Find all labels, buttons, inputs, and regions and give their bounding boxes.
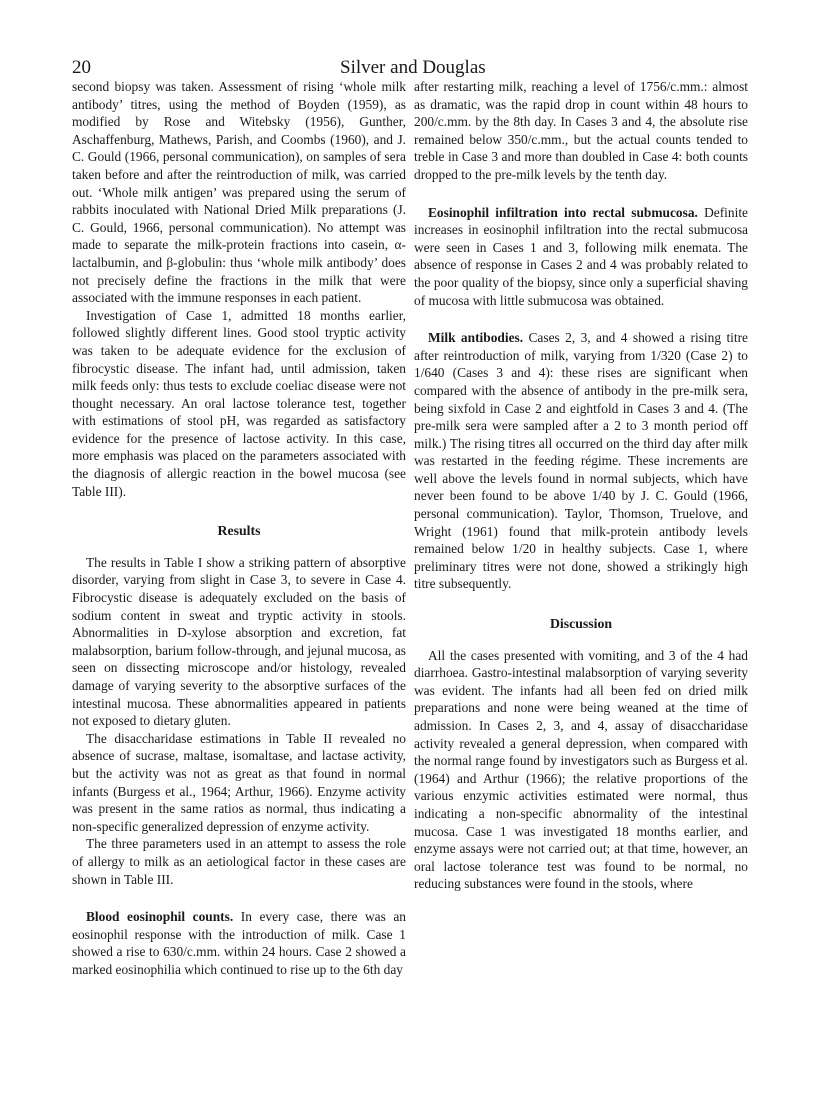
run-in-heading-blood-eosinophil: Blood eosinophil counts. <box>86 909 234 925</box>
paragraph-body: Cases 2, 3, and 4 showed a rising titre after reintroduction of milk, varying from 1/320 (Case 2) to 1/640 (Cases 3 and 4): these rises are significant when compared with the absence of antibody in the pre-milk sera, being sixfold in Case 2 and eightfold in Cases 3 and 4. (The pre-milk sera were sampled after a 2 to 3 month period off milk.) The rising titres all occurred on the third day after milk was restarted in the feeding régime. These increments are well above the levels found in normal subjects, which have never been found to be above 1/40 by J. C. Gould (1966, personal communication). Taylor, Thomson, Truelove, and Wright (1961) found that milk-protein antibody levels remained below 1/20 in healthy subjects. Case 1, where preliminary titres were not done, showed a strikingly high titre subsequently. <box>414 330 749 592</box>
paragraph-allergy-parameters: The three parameters used in an attempt to assess the role of allergy to milk as an aetiological factor in these cases are shown in Table III. <box>72 836 406 887</box>
paragraph-methods-antibody: second biopsy was taken. Assessment of rising ‘whole milk antibody’ titres, using the method of Boyden (1959), as modified by Rose and Witebsky (1956), Gunther, Aschaffenburg, Mathews, Parish, and Coombs (1960), and J. C. Gould (1966, personal communication), on samples of sera taken before and after the reintroduction of milk, was carried out. ‘Whole milk antigen’ was prepared using the serum of rabbits inoculated with National Dried Milk preparations (J. C. Gould, 1966, personal communication). No attempt was made to separate the milk-protein fractions into casein, α-lactalbumin, and β-globulin: thus ‘whole milk antibody’ does not precisely define the fractions in the milk that were associated with the immune responses in each patient. <box>72 79 406 306</box>
paragraph-milk-antibodies <box>414 329 748 593</box>
section-heading-discussion: Discussion <box>549 616 613 632</box>
paragraph-eosinophil-continued: after restarting milk, reaching a level of 1756/c.mm.: almost as dramatic, was the rapid drop in count within 48 hours to 200/c.mm. by the 8th day. In Cases 3 and 4, the absolute rise remained below 350/c.mm., but the actual counts tended to treble in Case 3 and more than doubled in Case 4: both counts dropped to the pre-milk levels by the tenth day. <box>414 79 748 182</box>
paragraph-discussion: All the cases presented with vomiting, and 3 of the 4 had diarrhoea. Gastro-intestinal malabsorption of varying severity was evident. The infants had all been fed on dried milk preparations and none were being weaned at the time of admission. In Cases 2, 3, and 4, assay of disaccharidase activity revealed a general depression, when compared with the normal range found by investigators such as Burgess et al. (1964) and Arthur (1966); the relative proportions of the various enzymic activities estimated were normal, thus indicating a non-specific abnormality of the intestinal mucosa. Case 1 was investigated 18 months earlier, and enzyme assays were not carried out; at that time, however, an oral lactose tolerance test was found to be normal, no reducing substances were found in the stools, where <box>414 647 748 892</box>
spacer <box>414 184 748 204</box>
section-heading-results: Results <box>217 523 261 539</box>
paragraph-disaccharidase: The disaccharidase estimations in Table II revealed no absence of sucrase, maltase, isomaltase, and lactase activity, but the activity was not as great as that found in normal infants (Burgess et al., 1964; Arthur, 1966). Enzyme activity was present in the same ratios as normal, thus indicating a non-specific generalized depression of enzyme activity. <box>72 730 406 834</box>
page-number: 20 <box>72 57 91 78</box>
right-column <box>414 78 748 893</box>
paragraph-eosinophil-infiltration <box>414 204 748 310</box>
spacer <box>414 309 748 329</box>
paragraph-body: Definite increases in eosinophil infiltration into the rectal submucosa were seen in Cases 1 and 3, following milk enemata. The absence of response in Cases 2 and 4 was probably related to the poor quality of the biopsy, since only a superficial shaving of mucosa with little submucosa was obtained. <box>414 204 748 308</box>
paragraph-body: In every case, there was an eosinophil response with the introduction of milk. Case 1 showed a rise to 630/c.mm. within 24 hours. Case 2 showed a marked eosinophilia which continued to rise up to the 6th day <box>72 909 406 977</box>
spacer <box>72 888 406 908</box>
run-in-heading-infiltration: Eosinophil infiltration into rectal submucosa. <box>428 204 698 220</box>
running-head: Silver and Douglas <box>340 57 486 78</box>
paragraph-blood-eosinophil <box>72 908 406 978</box>
left-column <box>72 78 406 979</box>
run-in-heading-milk-antibodies: Milk antibodies. <box>428 330 524 346</box>
paragraph-results-table1: The results in Table I show a striking pattern of absorptive disorder, varying from slight in Case 3, to severe in Case 4. Fibrocystic disease is adequately excluded on the basis of sodium content in sweat and tryptic activity in stools. Abnormalities in D-xylose absorption and excretion, fat malabsorption, barium follow-through, and jejunal mucosa, as seen on dissecting microscope and/or histology, revealed damage of varying severity to the absorptive surfaces of the intestinal mucosa. These abnormalities appeared in patients not exposed to dietary gluten. <box>72 554 406 729</box>
paragraph-case1-investigation: Investigation of Case 1, admitted 18 months earlier, followed slightly different lines. Good stool tryptic activity was taken to be adequate evidence for the exclusion of fibrocystic disease. The infant had, until admission, taken milk feeds only: thus tests to exclude coeliac disease were not thought necessary. An oral lactose tolerance test, together with estimations of stool pH, was regarded as satisfactory evidence for the presence of lactose activity. In this case, more emphasis was placed on the parameters associated with the diagnosis of allergic reaction in the bowel mucosa (see Table III). <box>72 307 406 499</box>
